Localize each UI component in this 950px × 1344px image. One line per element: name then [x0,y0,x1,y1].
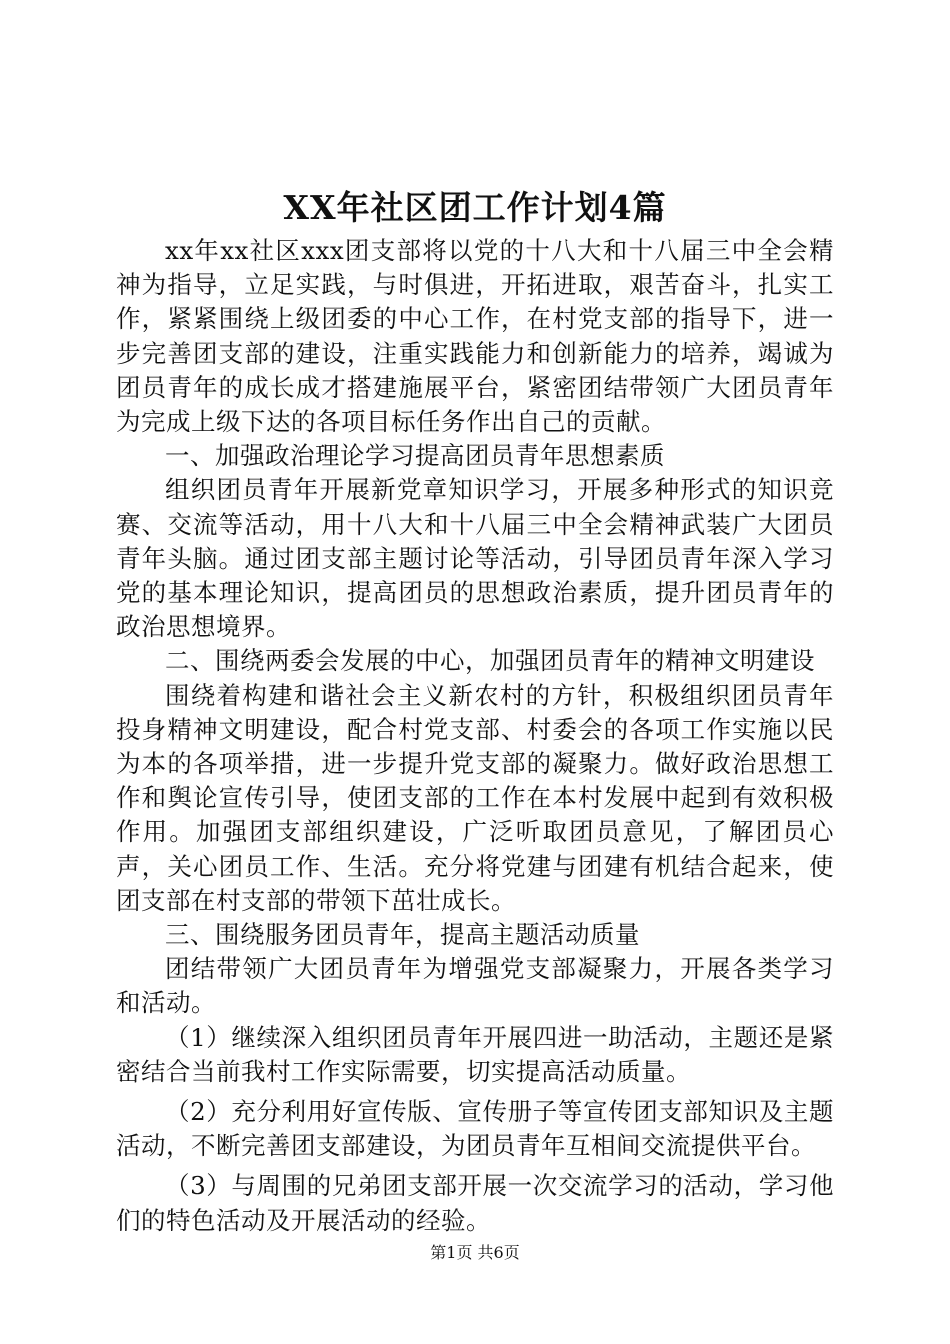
list-item-2: （2）充分利用好宣传版、宣传册子等宣传团支部知识及主题活动，不断完善团支部建设，为团员青年互相间交流提供平台。 [116,1097,834,1161]
section-paragraph-1: 组织团员青年开展新党章知识学习，开展多种形式的知识竞赛、交流等活动，用十八大和十八届三中全会精神武装广大团员青年头脑。通过团支部主题讨论等活动，引导团员青年深入学习党的基本理论知识，提高团员的思想政治素质，提升团员青年的政治思想境界。 [116,475,834,642]
section-paragraph-3: 团结带领广大团员青年为增强党支部凝聚力，开展各类学习和活动。 [116,954,834,1018]
document-title: XX年社区团工作计划4篇 [283,188,667,227]
list-item-1: （1）继续深入组织团员青年开展四进一助活动，主题还是紧密结合当前我村工作实际需要，切实提高活动质量。 [116,1022,834,1086]
section-heading-2: 二、围绕两委会发展的中心，加强团员青年的精神文明建设 [165,646,815,676]
section-heading-3: 三、围绕服务团员青年，提高主题活动质量 [165,920,640,950]
section-heading-1: 一、加强政治理论学习提高团员青年思想素质 [165,441,665,471]
page-number-footer: 第1页 共6页 [430,1243,520,1262]
intro-paragraph: xx年xx社区xxx团支部将以党的十八大和十八届三中全会精神为指导，立足实践，与时俱进，开拓进取，艰苦奋斗，扎实工作，紧紧围绕上级团委的中心工作，在村党支部的指导下，进一步完善团支部的建设，注重实践能力和创新能力的培养，竭诚为团员青年的成长成才搭建施展平台，紧密团结带领广大团员青年为完成上级下达的各项目标任务作出自己的贡献。 [116,236,834,437]
document-body [116,234,834,1238]
section-paragraph-2: 围绕着构建和谐社会主义新农村的方针，积极组织团员青年投身精神文明建设，配合村党支部、村委会的各项工作实施以民为本的各项举措，进一步提升党支部的凝聚力。做好政治思想工作和舆论宣传引导，使团支部的工作在本村发展中起到有效积极作用。加强团支部组织建设，广泛听取团员意见，了解团员心声，关心团员工作、生活。充分将党建与团建有机结合起来，使团支部在村支部的带领下茁壮成长。 [116,680,834,915]
list-item-3: （3）与周围的兄弟团支部开展一次交流学习的活动，学习他们的特色活动及开展活动的经验。 [116,1171,834,1235]
